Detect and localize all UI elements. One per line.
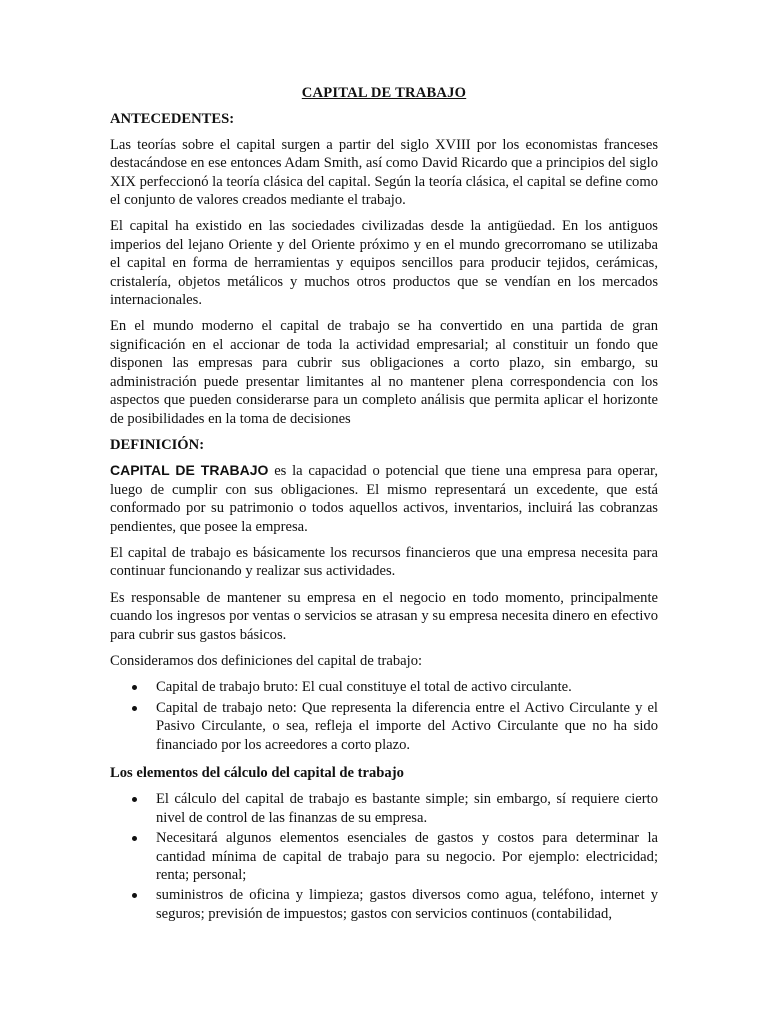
list-item [156, 678, 658, 696]
list-item-text: Capital de trabajo neto: Que representa la diferencia entre el Activo Circulante y el Pasivo Circulante, o sea, refleja el importe del Activo Circulante que no ha sido financiado por los acreedores a corto plazo. [156, 699, 658, 753]
document-page [110, 84, 658, 931]
definicion-heading: DEFINICIÓN: [110, 436, 205, 453]
list-item-text: El cálculo del capital de trabajo es bastante simple; sin embargo, sí requiere cierto nivel de control de las finanzas de su empresa. [156, 791, 658, 826]
list-item-text: suministros de oficina y limpieza; gastos diversos como agua, teléfono, internet y seguros; previsión de impuestos; gastos con servicios continuos (contabilidad, [156, 887, 658, 922]
list-item [156, 829, 658, 884]
definicion-lead-text: es la capacidad o potencial que tiene una empresa para operar, luego de cumplir con sus obligaciones. El mismo representará un excedente, que está conformado por su patrimonio o todos aquellos activos, inventarios, incluirá las cobranzas pendientes, que posee la empresa. [110, 463, 658, 535]
definicion-paragraph-3: Es responsable de mantener su empresa en el negocio en todo momento, principalmente cuando los ingresos por ventas o servicios se atrasan y su empresa necesita dinero en efectivo para cubrir sus gastos básicos. [110, 589, 658, 643]
elementos-list [110, 790, 658, 923]
bullet-icon [132, 836, 137, 841]
bullet-icon [132, 706, 137, 711]
list-item-text: Capital de trabajo bruto: El cual constituye el total de activo circulante. [156, 679, 572, 696]
list-item [156, 790, 658, 827]
antecedentes-heading: ANTECEDENTES: [110, 111, 235, 128]
antecedentes-paragraph-2: El capital ha existido en las sociedades civilizadas desde la antigüedad. En los antiguos imperios del lejano Oriente y del Oriente próximo y en el mundo grecorromano se utilizaba el capital en forma de herramientas y equipos sencillos para producir tejidos, cerámicas, cristalería, objetos metálicos y muchos otros productos que se vendían en los mercados internacionales. [110, 218, 658, 309]
definicion-paragraph-1 [110, 461, 658, 536]
list-item [156, 699, 658, 754]
document-title: CAPITAL DE TRABAJO [301, 85, 467, 101]
definicion-paragraph-4: Consideramos dos definiciones del capital de trabajo: [110, 652, 423, 669]
list-item [156, 886, 658, 923]
bullet-icon [132, 685, 137, 690]
list-item-text: Necesitará algunos elementos esenciales de gastos y costos para determinar la cantidad mínima de capital de trabajo para su negocio. Por ejemplo: electricidad; renta; personal; [156, 830, 658, 884]
antecedentes-paragraph-1: Las teorías sobre el capital surgen a partir del siglo XVIII por los economistas franceses destacándose en ese entonces Adam Smith, así como David Ricardo que a principios del siglo XIX perfeccionó la teoría clásica del capital. Según la teoría clásica, el capital se define como el conjunto de valores creados mediante el trabajo. [110, 136, 658, 209]
antecedentes-paragraph-3: En el mundo moderno el capital de trabajo se ha convertido en una partida de gran significación en el accionar de toda la actividad empresarial; al constituir un fondo que disponen las empresas para cubrir sus obligaciones a corto plazo, sin embargo, su administración puede presentar limitantes al no mantener plena correspondencia con los aspectos que pueden considerarse para un completo análisis que permita aplicar el horizonte de posibilidades en la toma de decisiones [110, 318, 658, 427]
bullet-icon [132, 893, 137, 898]
bullet-icon [132, 797, 137, 802]
definiciones-list [110, 678, 658, 754]
elementos-heading: Los elementos del cálculo del capital de trabajo [110, 765, 404, 781]
definicion-lead-term: CAPITAL DE TRABAJO [110, 462, 269, 479]
definicion-paragraph-2: El capital de trabajo es básicamente los recursos financieros que una empresa necesita para continuar funcionando y realizar sus actividades. [110, 544, 658, 580]
